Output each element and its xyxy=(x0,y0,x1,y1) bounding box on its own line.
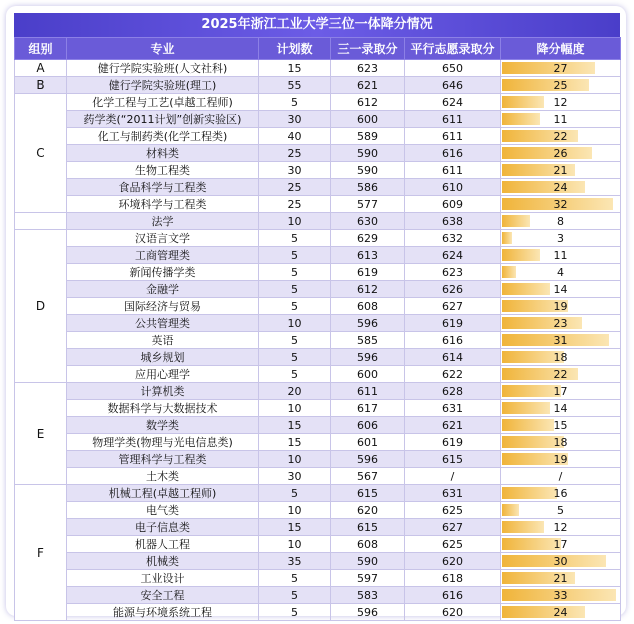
plan-cell: 10 xyxy=(259,213,331,230)
drop-cell xyxy=(501,417,621,434)
parallel-score-cell: 611 xyxy=(405,111,501,128)
drop-value: 22 xyxy=(553,129,568,143)
sanyi-score-cell: 611 xyxy=(331,383,405,400)
parallel-score-cell: 610 xyxy=(405,179,501,196)
drop-value: 21 xyxy=(553,571,568,585)
parallel-score-cell: 620 xyxy=(405,604,501,621)
table-row xyxy=(15,400,621,417)
drop-bar xyxy=(502,487,557,499)
sanyi-score-cell: 583 xyxy=(331,587,405,604)
table-row xyxy=(15,536,621,553)
parallel-score-cell: 625 xyxy=(405,502,501,519)
major-cell: 材料类 xyxy=(67,145,259,162)
plan-cell: 25 xyxy=(259,179,331,196)
sanyi-score-cell: 596 xyxy=(331,349,405,366)
group-cell: C xyxy=(15,94,67,213)
drop-cell xyxy=(501,145,621,162)
sanyi-score-cell: 621 xyxy=(331,77,405,94)
plan-cell: 25 xyxy=(259,196,331,213)
drop-cell xyxy=(501,281,621,298)
plan-cell: 5 xyxy=(259,349,331,366)
major-cell: 机器人工程 xyxy=(67,536,259,553)
drop-value: 4 xyxy=(557,265,564,279)
drop-bar xyxy=(502,385,561,397)
col-header-plan: 计划数 xyxy=(259,38,331,60)
drop-value: 24 xyxy=(553,180,568,194)
plan-cell: 5 xyxy=(259,485,331,502)
drop-value: 16 xyxy=(553,486,568,500)
table-row xyxy=(15,468,621,485)
drop-cell xyxy=(501,553,621,570)
major-cell: 化学工程与工艺(卓越工程师) xyxy=(67,94,259,111)
drop-cell xyxy=(501,162,621,179)
major-cell: 计算机类 xyxy=(67,383,259,400)
drop-bar xyxy=(502,147,592,159)
plan-cell: 5 xyxy=(259,332,331,349)
parallel-score-cell: 626 xyxy=(405,281,501,298)
group-cell: D xyxy=(15,230,67,383)
parallel-score-cell: 611 xyxy=(405,162,501,179)
major-cell: 安全工程 xyxy=(67,587,259,604)
plan-cell: 10 xyxy=(259,502,331,519)
sanyi-score-cell: 589 xyxy=(331,128,405,145)
major-cell: 健行学院实验班(理工) xyxy=(67,77,259,94)
sanyi-score-cell: 608 xyxy=(331,536,405,553)
table-row xyxy=(15,417,621,434)
sanyi-score-cell: 596 xyxy=(331,604,405,621)
drop-value: 12 xyxy=(553,95,568,109)
table-row xyxy=(15,196,621,213)
drop-value: 27 xyxy=(553,61,568,75)
major-cell: 物理学类(物理与光电信息类) xyxy=(67,434,259,451)
plan-cell: 10 xyxy=(259,400,331,417)
drop-cell xyxy=(501,247,621,264)
plan-cell: 55 xyxy=(259,77,331,94)
drop-value: 21 xyxy=(553,163,568,177)
table-row xyxy=(15,281,621,298)
plan-cell: 15 xyxy=(259,519,331,536)
sanyi-score-cell: 612 xyxy=(331,94,405,111)
table-row xyxy=(15,502,621,519)
parallel-score-cell: 638 xyxy=(405,213,501,230)
group-cell: B xyxy=(15,77,67,94)
major-cell: 英语 xyxy=(67,332,259,349)
drop-value: 15 xyxy=(553,418,568,432)
table-row xyxy=(15,77,621,94)
table-row xyxy=(15,332,621,349)
drop-cell xyxy=(501,111,621,128)
drop-cell xyxy=(501,502,621,519)
sanyi-score-cell: 606 xyxy=(331,417,405,434)
parallel-score-cell: 616 xyxy=(405,587,501,604)
drop-cell xyxy=(501,366,621,383)
col-header-parallel-score: 平行志愿录取分 xyxy=(405,38,501,60)
sanyi-score-cell: 600 xyxy=(331,366,405,383)
score-drop-table xyxy=(14,37,621,621)
drop-value: 31 xyxy=(553,333,568,347)
sanyi-score-cell: 585 xyxy=(331,332,405,349)
major-cell: 管理科学与工程类 xyxy=(67,451,259,468)
group-cell: E xyxy=(15,383,67,485)
table-body xyxy=(15,60,621,621)
sanyi-score-cell: 590 xyxy=(331,145,405,162)
col-header-major: 专业 xyxy=(67,38,259,60)
major-cell: 生物工程类 xyxy=(67,162,259,179)
parallel-score-cell: 624 xyxy=(405,94,501,111)
plan-cell: 5 xyxy=(259,604,331,621)
drop-value: 3 xyxy=(557,231,564,245)
sanyi-score-cell: 615 xyxy=(331,519,405,536)
drop-bar xyxy=(502,79,589,91)
sanyi-score-cell: 613 xyxy=(331,247,405,264)
parallel-score-cell: 609 xyxy=(405,196,501,213)
plan-cell: 10 xyxy=(259,315,331,332)
plan-cell: 15 xyxy=(259,60,331,77)
drop-cell xyxy=(501,485,621,502)
major-cell: 新闻传播学类 xyxy=(67,264,259,281)
table-row xyxy=(15,570,621,587)
plan-cell: 30 xyxy=(259,468,331,485)
table-row xyxy=(15,94,621,111)
parallel-score-cell: 615 xyxy=(405,451,501,468)
drop-bar xyxy=(502,249,540,261)
major-cell: 机械类 xyxy=(67,553,259,570)
drop-value: 26 xyxy=(553,146,568,160)
drop-cell xyxy=(501,332,621,349)
drop-cell xyxy=(501,451,621,468)
plan-cell: 5 xyxy=(259,366,331,383)
sanyi-score-cell: 623 xyxy=(331,60,405,77)
parallel-score-cell: 625 xyxy=(405,536,501,553)
table-row xyxy=(15,111,621,128)
parallel-score-cell: 619 xyxy=(405,315,501,332)
table-row xyxy=(15,315,621,332)
parallel-score-cell: 628 xyxy=(405,383,501,400)
table-row xyxy=(15,366,621,383)
drop-bar xyxy=(502,283,550,295)
major-cell: 城乡规划 xyxy=(67,349,259,366)
group-cell xyxy=(15,213,67,230)
drop-value: 14 xyxy=(553,282,568,296)
sanyi-score-cell: 630 xyxy=(331,213,405,230)
drop-cell xyxy=(501,570,621,587)
drop-value: 23 xyxy=(553,316,568,330)
major-cell: 金融学 xyxy=(67,281,259,298)
drop-value: 30 xyxy=(553,554,568,568)
parallel-score-cell: 622 xyxy=(405,366,501,383)
sanyi-score-cell: 615 xyxy=(331,485,405,502)
drop-cell xyxy=(501,128,621,145)
plan-cell: 5 xyxy=(259,281,331,298)
plan-cell: 5 xyxy=(259,570,331,587)
parallel-score-cell: 621 xyxy=(405,417,501,434)
drop-bar xyxy=(502,504,519,516)
major-cell: 工业设计 xyxy=(67,570,259,587)
sanyi-score-cell: 612 xyxy=(331,281,405,298)
plan-cell: 5 xyxy=(259,230,331,247)
plan-cell: 10 xyxy=(259,536,331,553)
col-header-drop: 降分幅度 xyxy=(501,38,621,60)
drop-cell xyxy=(501,519,621,536)
drop-cell xyxy=(501,213,621,230)
major-cell: 电气类 xyxy=(67,502,259,519)
drop-cell xyxy=(501,196,621,213)
drop-cell xyxy=(501,536,621,553)
parallel-score-cell: 650 xyxy=(405,60,501,77)
table-row xyxy=(15,60,621,77)
sanyi-score-cell: 600 xyxy=(331,111,405,128)
table-row xyxy=(15,485,621,502)
major-cell: 化工与制药类(化学工程类) xyxy=(67,128,259,145)
sanyi-score-cell: 597 xyxy=(331,570,405,587)
major-cell: 环境科学与工程类 xyxy=(67,196,259,213)
plan-cell: 5 xyxy=(259,264,331,281)
drop-cell xyxy=(501,587,621,604)
table-row xyxy=(15,298,621,315)
drop-cell xyxy=(501,434,621,451)
major-cell: 健行学院实验班(人文社科) xyxy=(67,60,259,77)
parallel-score-cell: 616 xyxy=(405,332,501,349)
parallel-score-cell: 616 xyxy=(405,145,501,162)
parallel-score-cell: 646 xyxy=(405,77,501,94)
major-cell: 电子信息类 xyxy=(67,519,259,536)
drop-bar xyxy=(502,215,530,227)
sanyi-score-cell: 629 xyxy=(331,230,405,247)
sanyi-score-cell: 590 xyxy=(331,553,405,570)
drop-cell xyxy=(501,349,621,366)
table-row xyxy=(15,247,621,264)
drop-cell xyxy=(501,468,621,485)
drop-cell xyxy=(501,298,621,315)
drop-bar xyxy=(502,96,544,108)
plan-cell: 40 xyxy=(259,128,331,145)
major-cell: 工商管理类 xyxy=(67,247,259,264)
drop-cell xyxy=(501,77,621,94)
parallel-score-cell: 620 xyxy=(405,553,501,570)
drop-value: 5 xyxy=(557,503,564,517)
sanyi-score-cell: 608 xyxy=(331,298,405,315)
sanyi-score-cell: 577 xyxy=(331,196,405,213)
table-row xyxy=(15,145,621,162)
plan-cell: 5 xyxy=(259,298,331,315)
drop-bar xyxy=(502,402,550,414)
header-row xyxy=(15,38,621,60)
drop-value: 11 xyxy=(553,248,568,262)
drop-value: 18 xyxy=(553,435,568,449)
drop-value: 19 xyxy=(553,452,568,466)
drop-bar xyxy=(502,62,595,74)
plan-cell: 5 xyxy=(259,247,331,264)
plan-cell: 30 xyxy=(259,111,331,128)
table-row xyxy=(15,213,621,230)
drop-bar xyxy=(502,538,561,550)
group-cell: A xyxy=(15,60,67,77)
table-row xyxy=(15,434,621,451)
plan-cell: 35 xyxy=(259,553,331,570)
plan-cell: 30 xyxy=(259,162,331,179)
plan-cell: 5 xyxy=(259,587,331,604)
drop-value: 22 xyxy=(553,367,568,381)
drop-cell xyxy=(501,179,621,196)
drop-cell xyxy=(501,264,621,281)
drop-bar xyxy=(502,266,516,278)
major-cell: 能源与环境系统工程 xyxy=(67,604,259,621)
parallel-score-cell: 619 xyxy=(405,434,501,451)
parallel-score-cell: 624 xyxy=(405,247,501,264)
sanyi-score-cell: 596 xyxy=(331,315,405,332)
major-cell: 机械工程(卓越工程师) xyxy=(67,485,259,502)
table-row xyxy=(15,162,621,179)
drop-value: 18 xyxy=(553,350,568,364)
table-row xyxy=(15,349,621,366)
drop-cell xyxy=(501,230,621,247)
major-cell: 应用心理学 xyxy=(67,366,259,383)
table-row xyxy=(15,587,621,604)
table-row xyxy=(15,519,621,536)
drop-bar xyxy=(502,317,582,329)
drop-value: 17 xyxy=(553,537,568,551)
drop-cell xyxy=(501,60,621,77)
parallel-score-cell: 631 xyxy=(405,485,501,502)
table-row xyxy=(15,179,621,196)
drop-value: 17 xyxy=(553,384,568,398)
parallel-score-cell: 627 xyxy=(405,519,501,536)
table-row xyxy=(15,553,621,570)
drop-cell xyxy=(501,383,621,400)
table-title: 2025年浙江工业大学三位一体降分情况 xyxy=(14,13,620,37)
drop-value: 33 xyxy=(553,588,568,602)
parallel-score-cell: 618 xyxy=(405,570,501,587)
drop-bar xyxy=(502,181,585,193)
sanyi-score-cell: 567 xyxy=(331,468,405,485)
drop-bar xyxy=(502,232,512,244)
sanyi-score-cell: 586 xyxy=(331,179,405,196)
drop-bar xyxy=(502,606,585,618)
group-cell: F xyxy=(15,485,67,621)
sanyi-score-cell: 601 xyxy=(331,434,405,451)
drop-value: 8 xyxy=(557,214,564,228)
plan-cell: 10 xyxy=(259,451,331,468)
table-row xyxy=(15,604,621,621)
major-cell: 药学类(“2011计划”创新实验区) xyxy=(67,111,259,128)
drop-cell xyxy=(501,400,621,417)
plan-cell: 15 xyxy=(259,434,331,451)
major-cell: 数据科学与大数据技术 xyxy=(67,400,259,417)
plan-cell: 25 xyxy=(259,145,331,162)
drop-value: 11 xyxy=(553,112,568,126)
sanyi-score-cell: 617 xyxy=(331,400,405,417)
drop-value: 24 xyxy=(553,605,568,619)
parallel-score-cell: 611 xyxy=(405,128,501,145)
sanyi-score-cell: 590 xyxy=(331,162,405,179)
drop-value: 19 xyxy=(553,299,568,313)
drop-cell xyxy=(501,604,621,621)
sanyi-score-cell: 596 xyxy=(331,451,405,468)
parallel-score-cell: 627 xyxy=(405,298,501,315)
table-row xyxy=(15,451,621,468)
plan-cell: 20 xyxy=(259,383,331,400)
major-cell: 食品科学与工程类 xyxy=(67,179,259,196)
col-header-sanyi-score: 三一录取分 xyxy=(331,38,405,60)
sanyi-score-cell: 619 xyxy=(331,264,405,281)
major-cell: 国际经济与贸易 xyxy=(67,298,259,315)
table-row xyxy=(15,128,621,145)
plan-cell: 15 xyxy=(259,417,331,434)
drop-cell xyxy=(501,315,621,332)
major-cell: 公共管理类 xyxy=(67,315,259,332)
drop-value: / xyxy=(558,469,563,483)
plan-cell: 5 xyxy=(259,94,331,111)
drop-bar xyxy=(502,419,554,431)
major-cell: 法学 xyxy=(67,213,259,230)
major-cell: 数学类 xyxy=(67,417,259,434)
table-row xyxy=(15,383,621,400)
table-row xyxy=(15,230,621,247)
major-cell: 土木类 xyxy=(67,468,259,485)
drop-bar xyxy=(502,113,540,125)
parallel-score-cell: 632 xyxy=(405,230,501,247)
parallel-score-cell: 631 xyxy=(405,400,501,417)
drop-value: 14 xyxy=(553,401,568,415)
table-row xyxy=(15,264,621,281)
parallel-score-cell: 614 xyxy=(405,349,501,366)
major-cell: 汉语言文学 xyxy=(67,230,259,247)
drop-value: 25 xyxy=(553,78,568,92)
drop-value: 12 xyxy=(553,520,568,534)
drop-value: 32 xyxy=(553,197,568,211)
parallel-score-cell: 623 xyxy=(405,264,501,281)
parallel-score-cell: / xyxy=(405,468,501,485)
drop-cell xyxy=(501,94,621,111)
sanyi-score-cell: 620 xyxy=(331,502,405,519)
drop-bar xyxy=(502,521,544,533)
col-header-group: 组别 xyxy=(15,38,67,60)
